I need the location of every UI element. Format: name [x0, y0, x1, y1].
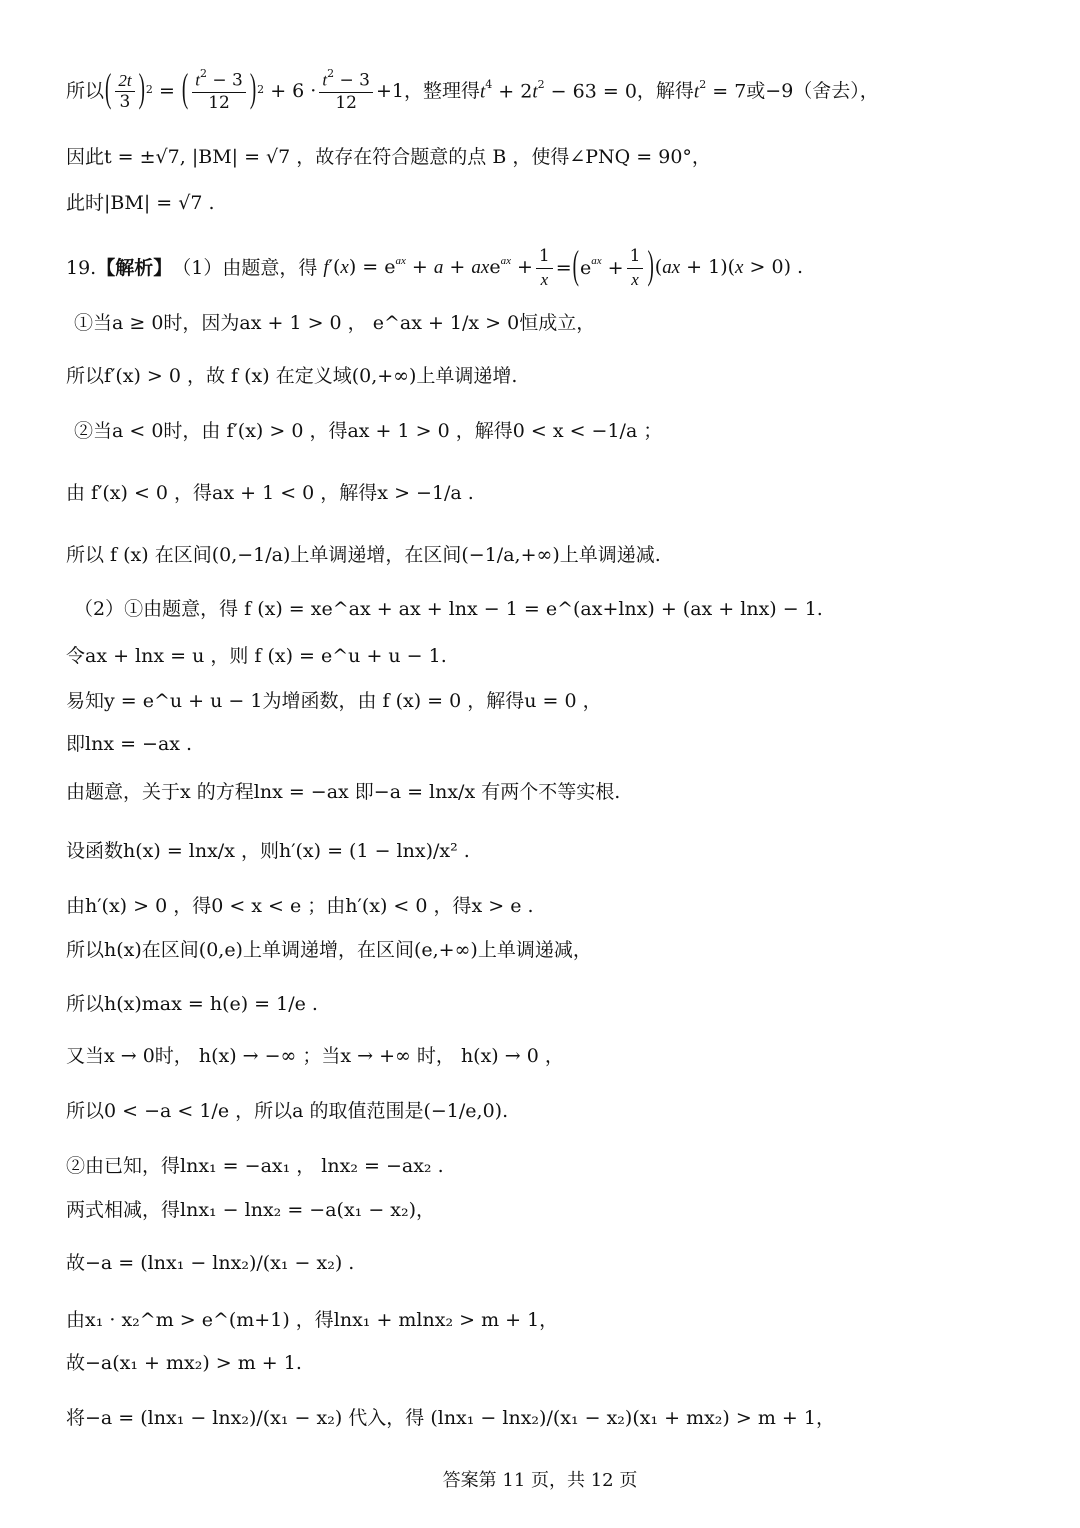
text-segment: ②由已知，得lnx₁ = −ax₁ ， lnx₂ = −ax₂ .: [66, 1155, 444, 1177]
text-segment: 所以: [66, 80, 105, 103]
solution-line-19: [66, 1045, 1040, 1068]
solution-line-10: [74, 598, 1040, 621]
paren: (: [572, 244, 579, 289]
text-segment: 所以h(x)在区间(0,e)上单调递增，在区间(e,+∞)上单调递减，: [66, 939, 592, 961]
text-segment: 将−a = (lnx₁ − lnx₂)/(x₁ − x₂) 代入，得 (lnx₁ − lnx₂)/(x₁ − x₂)(x₁ + mx₂) > m + 1，: [66, 1407, 835, 1429]
text-segment: 又当x → 0时， h(x) → −∞ ；当x → +∞ 时， h(x) → 0 ，: [66, 1045, 564, 1067]
fraction: $\frac{1}{x}$: [627, 247, 644, 289]
text-segment: ，解得: [636, 80, 694, 103]
solution-line-1: 所以 ( $\frac{2t}{3}$ ) $^2$ = ( $\frac{t^2 - 3}{12}$ ) $^2$ + 6 · $\frac{t^2 - 3}{12}$ +1 ，整理得 $t^4 + 2t^2 - 63 = 0$ ，解得 $t^2 = 7$ 或−9（舍去），: [66, 70, 1040, 114]
text-segment: 此时|BM| = √7 .: [66, 192, 215, 214]
text-segment: 因此t = ±√7, |BM| = √7 ，故存在符合题意的点 B ，使得∠PNQ = 90°，: [66, 146, 711, 168]
text-segment: 所以h(x)max = h(e) = 1/e .: [66, 993, 318, 1015]
problem-19-header: 19. 【解析】 （1）由题意，得 $f'(x) = e^{ax} + a + axe^{ax}$ + $\frac{1}{x}$ = ( $e^{ax}$ + $\frac{1}{x}$ ) (ax + 1)(x > 0) .: [66, 247, 1040, 289]
text-segment: 所以0 < −a < 1/e ，所以a 的取值范围是(−1/e,0).: [66, 1100, 509, 1122]
fraction: $\frac{t^2 - 3}{12}$: [192, 70, 246, 114]
text-segment: ，整理得: [403, 80, 480, 103]
solution-line-26: [66, 1407, 1040, 1430]
solution-line-15: [66, 840, 1040, 863]
solution-line-18: [66, 993, 1040, 1016]
fraction: $\frac{1}{x}$: [536, 247, 553, 289]
fraction: $\frac{t^2 - 3}{12}$: [319, 70, 373, 114]
solution-line-2: [66, 146, 1040, 169]
text-segment: 由x₁ · x₂^m > e^(m+1) ，得lnx₁ + mlnx₂ > m + 1，: [66, 1309, 559, 1331]
text-segment: （2）①由题意，得 f (x) = xe^ax + ax + lnx − 1 = e^(ax+lnx) + (ax + lnx) − 1.: [74, 598, 823, 620]
solution-line-13: [66, 733, 1040, 756]
solution-line-25: [66, 1352, 1040, 1375]
text-segment: 两式相减，得lnx₁ − lnx₂ = −a(x₁ − x₂)，: [66, 1199, 436, 1221]
text-segment: 易知y = e^u + u − 1为增函数，由 f (x) = 0 ，解得u = 0 ，: [66, 690, 602, 712]
analysis-label: 【解析】: [96, 256, 173, 279]
problem-number: 19.: [66, 256, 97, 279]
solution-line-22: [66, 1199, 1040, 1222]
paren: ): [138, 67, 145, 113]
text-segment: 所以 f (x) 在区间(0,−1/a)上单调递增，在区间(−1/a,+∞)上单调递减.: [66, 544, 661, 566]
solution-line-17: [66, 939, 1040, 962]
text-segment: 所以f′(x) > 0 ，故 f (x) 在定义域(0,+∞)上单调递增.: [66, 365, 518, 387]
solution-line-23: [66, 1252, 1040, 1275]
solution-line-12: [66, 690, 1040, 713]
text-segment: 或−9（舍去），: [746, 80, 879, 103]
paren: (: [105, 67, 112, 113]
solution-line-7: [74, 420, 1040, 443]
solution-line-11: [66, 645, 1040, 668]
text-segment: 由h′(x) > 0 ，得0 < x < e ；由h′(x) < 0 ，得x > e .: [66, 895, 534, 917]
page-footer: 答案第 11 页，共 12 页: [442, 1470, 638, 1491]
paren: (: [181, 67, 189, 113]
solution-line-5: [74, 312, 1040, 335]
paren: ): [647, 244, 654, 289]
solution-line-9: [66, 544, 1040, 567]
text-segment: 故−a(x₁ + mx₂) > m + 1.: [66, 1352, 302, 1374]
text-segment: 令ax + lnx = u ，则 f (x) = e^u + u − 1.: [66, 645, 447, 667]
text-segment: ①当a ≥ 0时，因为ax + 1 > 0 ， e^ax + 1/x > 0恒成立，: [74, 312, 596, 334]
text-segment: 由题意，关于x 的方程lnx = −ax 即−a = lnx/x 有两个不等实根.: [66, 781, 621, 803]
solution-line-21: [66, 1155, 1040, 1178]
paren: ): [249, 67, 257, 113]
text-segment: 即lnx = −ax .: [66, 733, 193, 755]
text-segment: 设函数h(x) = lnx/x ，则h′(x) = (1 − lnx)/x² .: [66, 840, 470, 862]
text-segment: 由 f′(x) < 0 ，得ax + 1 < 0 ，解得x > −1/a .: [66, 482, 474, 504]
text-segment: （1）由题意，得: [172, 256, 318, 279]
solution-line-20: [66, 1100, 1040, 1123]
solution-line-8: [66, 482, 1040, 505]
solution-line-6: [66, 365, 1040, 388]
fraction: $\frac{2t}{3}$: [115, 71, 134, 113]
text-segment: 故−a = (lnx₁ − lnx₂)/(x₁ − x₂) .: [66, 1252, 355, 1274]
text-segment: ②当a < 0时，由 f′(x) > 0 ，得ax + 1 > 0 ，解得0 < x < −1/a ；: [74, 420, 663, 442]
solution-line-16: [66, 895, 1040, 918]
solution-line-3: [66, 192, 1040, 215]
solution-line-14: [66, 781, 1040, 804]
solution-line-24: [66, 1309, 1040, 1332]
